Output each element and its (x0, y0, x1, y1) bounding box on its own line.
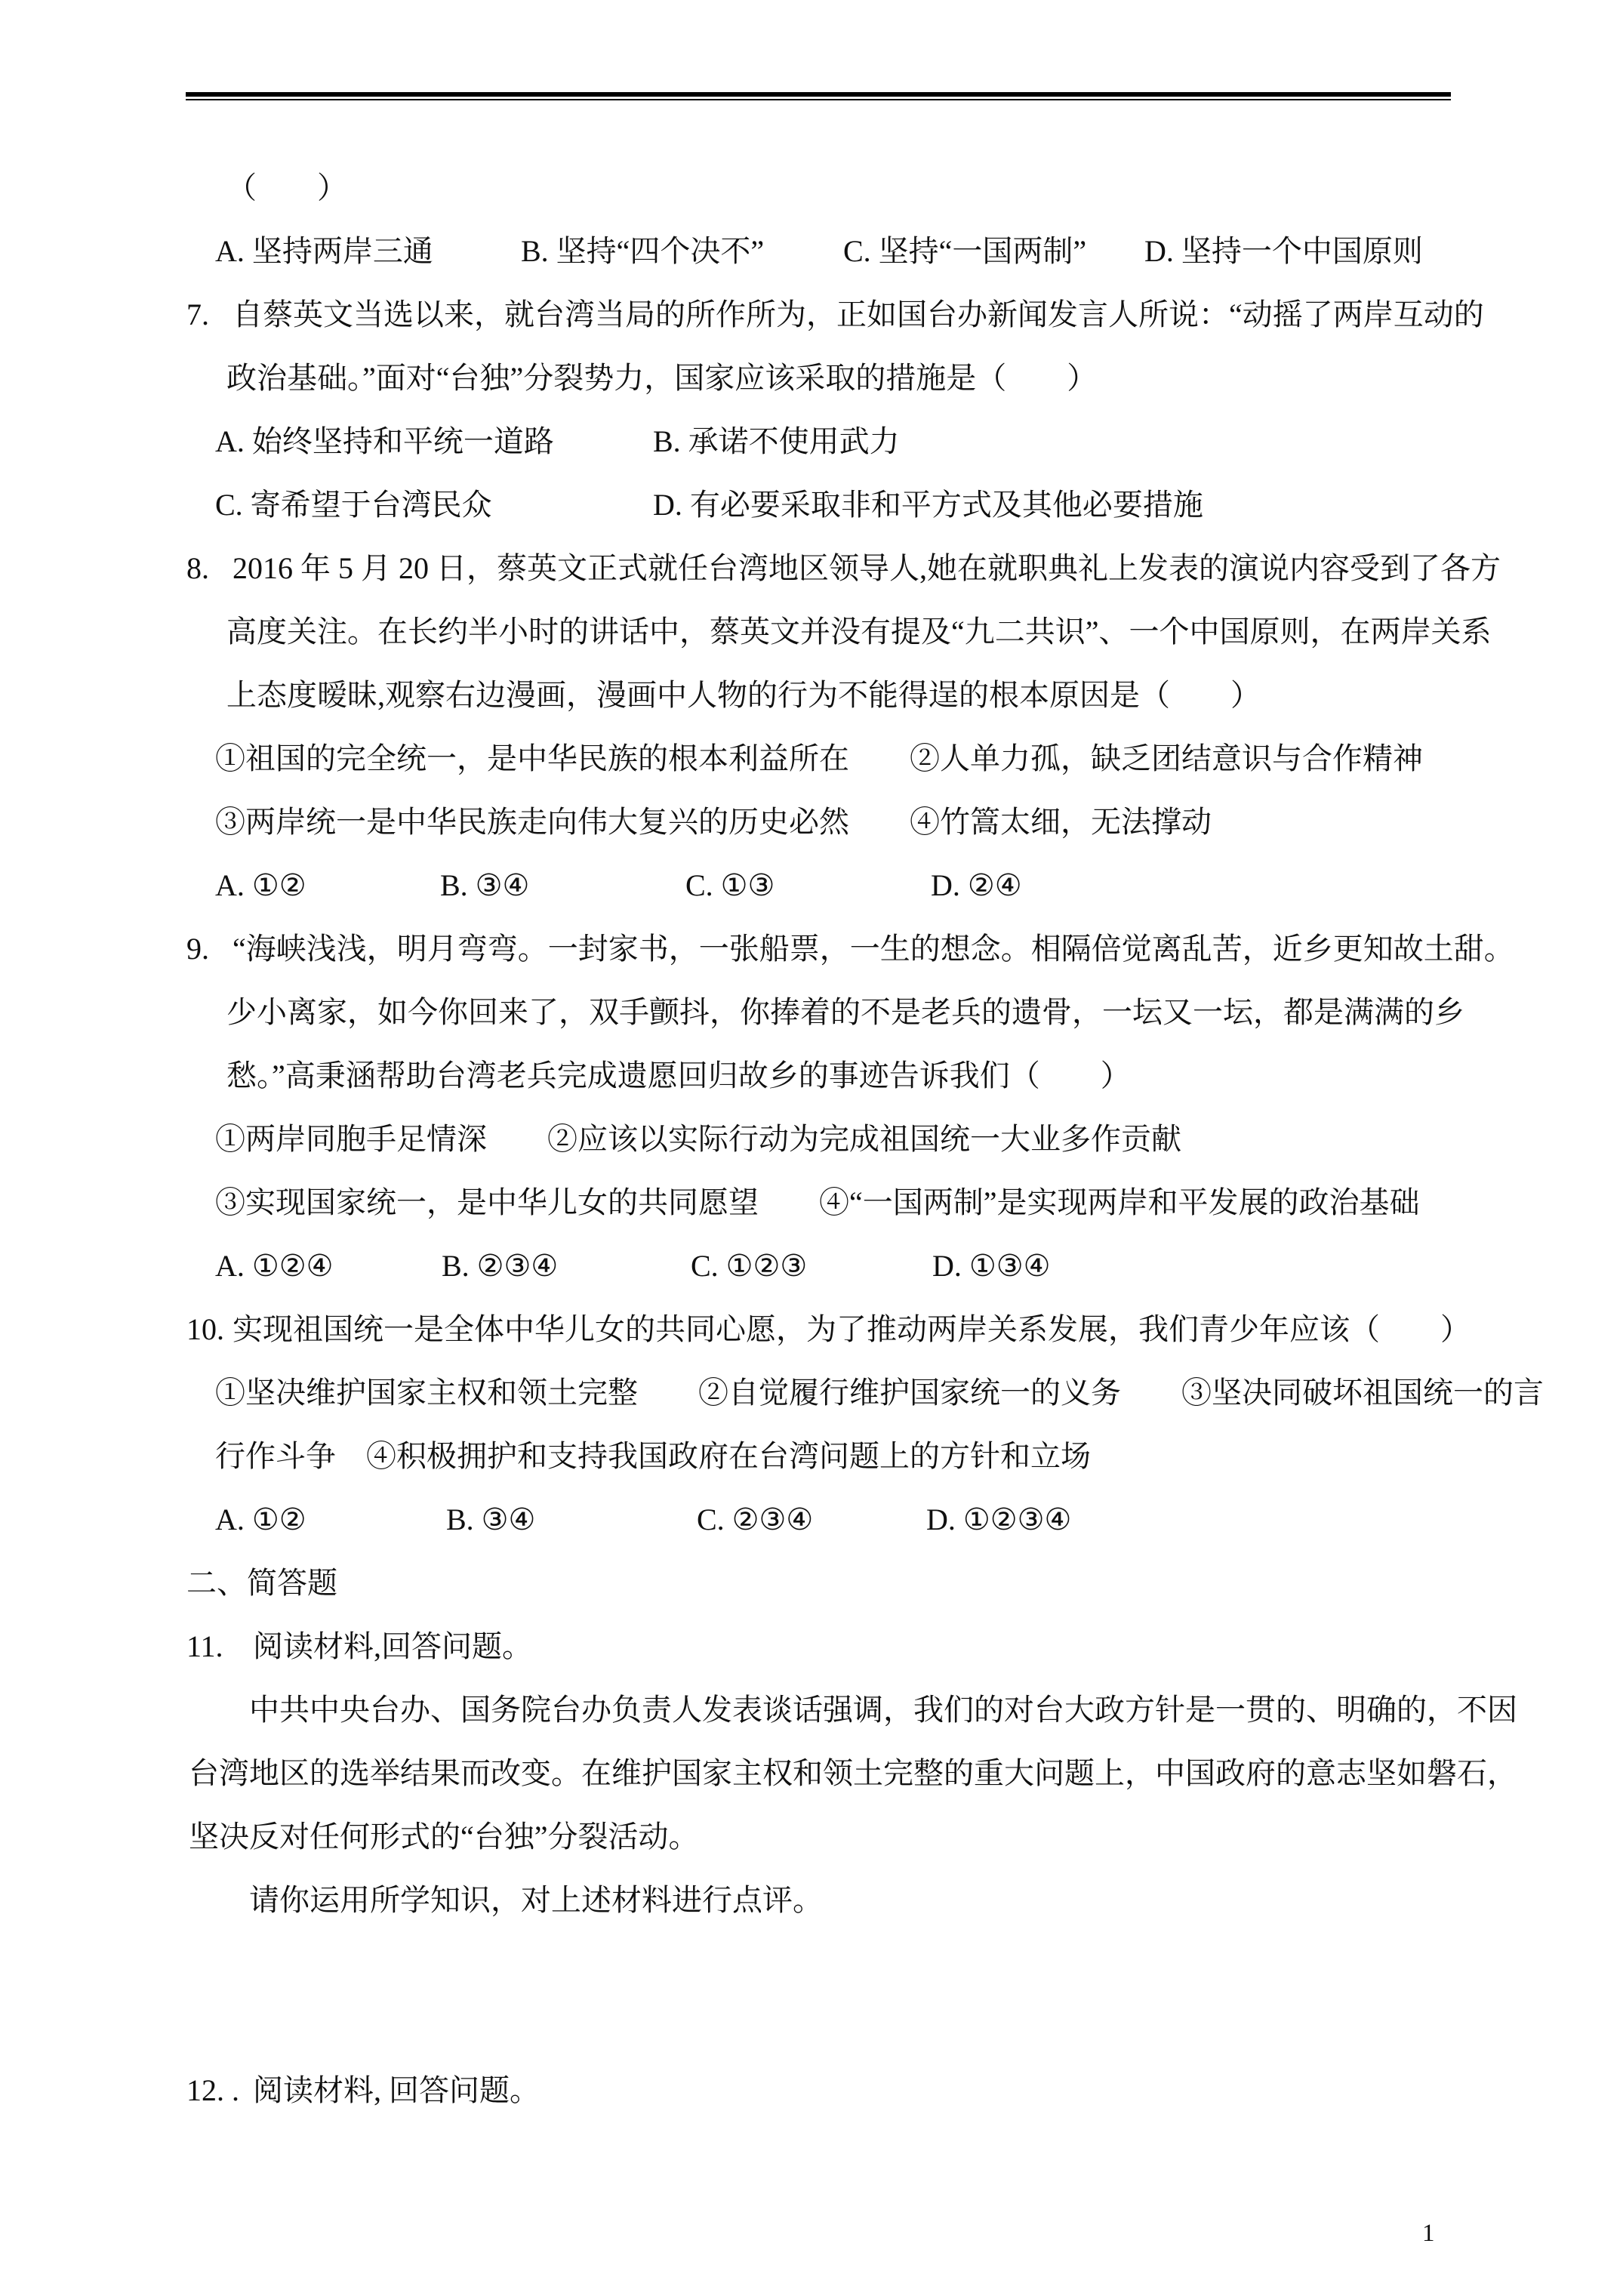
q11-number: 11. (186, 1629, 223, 1663)
q8-answer-options (215, 854, 1623, 917)
q7-options-cd (215, 473, 1623, 537)
q10-stem-line1 (186, 1298, 1623, 1361)
q10-stem-text: 实现祖国统一是全体中华儿女的共同心愿，为了推动两岸关系发展，我们青少年应该（ ） (233, 1312, 1471, 1346)
header-rule (186, 92, 1451, 100)
q6-option-b: B. 坚持“四个决不” (521, 234, 765, 268)
q8-stem-text: 2016 年 5 月 20 日，蔡英文正式就任台湾地区领导人,她在就职典礼上发表的演说内容受到了各方 (233, 551, 1501, 585)
q11-material-line1: 中共中央台办、国务院台办负责人发表谈话强调，我们的对台大政方针是一贯的、明确的，不因 (249, 1693, 1517, 1727)
q8-answer-c: C. ①③ (685, 868, 775, 902)
q10-subitems-cont: 行作斗争 ④积极拥护和支持我国政府在台湾问题上的方针和立场 (215, 1439, 1091, 1473)
q6-option-a: A. 坚持两岸三通 (215, 234, 433, 268)
q9-answer-d: D. ①③④ (932, 1249, 1051, 1283)
blank-line (0, 1996, 1623, 2059)
q9-answer-b: B. ②③④ (442, 1249, 559, 1283)
q8-answer-d: D. ②④ (931, 868, 1022, 902)
q9-subitems-1-2: ①两岸同胞手足情深 ②应该以实际行动为完成祖国统一大业多作贡献 (215, 1122, 1181, 1156)
exam-body (0, 156, 1623, 2122)
blank-line (0, 1932, 1623, 1996)
q8-stem-line3: 上态度暧昧,观察右边漫画，漫画中人物的行为不能得逞的根本原因是（ ） (226, 678, 1261, 712)
page-number: 1 (1422, 2220, 1435, 2247)
q7-option-d: D. 有必要采取非和平方式及其他必要措施 (653, 488, 1203, 522)
q6-options (215, 220, 1623, 283)
q8-stem-line1 (186, 537, 1623, 600)
q8-answer-a: A. ①② (215, 868, 306, 902)
q9-subitems-3-4: ③实现国家统一，是中华儿女的共同愿望 ④“一国两制”是实现两岸和平发展的政治基础 (215, 1185, 1420, 1219)
section-2-title: 二、简答题 (186, 1566, 337, 1600)
q10-answer-b: B. ③④ (446, 1502, 536, 1536)
q10-answer-a: A. ①② (215, 1502, 306, 1536)
q7-number: 7. (186, 297, 209, 331)
q6-option-d: D. 坚持一个中国原则 (1144, 234, 1423, 268)
q8-subitems-1-2: ①祖国的完全统一，是中华民族的根本利益所在 ②人单力孤，缺乏团结意识与合作精神 (215, 741, 1423, 775)
q7-stem-text: 自蔡英文当选以来，就台湾当局的所作所为，正如国台办新闻发言人所说：“动摇了两岸互动的 (233, 297, 1484, 331)
q9-stem-line3: 愁。”高秉涵帮助台湾老兵完成遗愿回归故乡的事迹告诉我们（ ） (226, 1059, 1131, 1093)
q7-stem-line1 (186, 283, 1623, 347)
q12-intro-text: 阅读材料, 回答问题。 (253, 2073, 540, 2107)
q8-stem-line2: 高度关注。在长约半小时的讲话中，蔡英文并没有提及“九二共识”、一个中国原则，在两岸关系 (226, 615, 1492, 649)
q9-stem-text: “海峡浅浅，明月弯弯。一封家书，一张船票，一生的想念。相隔倍觉离乱苦，近乡更知故土甜。 (233, 932, 1514, 966)
q11-intro-line (186, 1615, 1623, 1678)
q9-number: 9. (186, 932, 209, 966)
q9-answer-a: A. ①②④ (215, 1249, 334, 1283)
q10-answer-c: C. ②③④ (697, 1502, 814, 1536)
q11-material-line2: 台湾地区的选举结果而改变。在维护国家主权和领土完整的重大问题上，中国政府的意志坚如磐石， (189, 1756, 1517, 1790)
q6-option-c: C. 坚持“一国两制” (843, 234, 1087, 268)
q8-subitems-3-4: ③两岸统一是中华民族走向伟大复兴的历史必然 ④竹篙太细，无法撑动 (215, 805, 1212, 839)
q10-answer-d: D. ①②③④ (926, 1502, 1072, 1536)
q6-answer-blank: （ ） (226, 171, 347, 205)
q9-answer-c: C. ①②③ (691, 1249, 808, 1283)
q10-subitems-1-3: ①坚决维护国家主权和领土完整 ②自觉履行维护国家统一的义务 ③坚决同破坏祖国统一的言 (215, 1376, 1544, 1410)
q9-stem-line2: 少小离家，如今你回来了，双手颤抖，你捧着的不是老兵的遗骨，一坛又一坛，都是满满的乡 (226, 995, 1464, 1029)
q7-stem-line2: 政治基础。”面对“台独”分裂势力，国家应该采取的措施是（ ） (226, 361, 1098, 395)
q7-option-a: A. 始终坚持和平统一道路 (215, 424, 554, 458)
q7-option-b: B. 承诺不使用武力 (653, 424, 900, 458)
q12-intro-line (186, 2059, 1623, 2122)
q7-option-c: C. 寄希望于台湾民众 (215, 488, 492, 522)
q7-options-ab (215, 410, 1623, 473)
q11-intro-text: 阅读材料,回答问题。 (253, 1629, 532, 1663)
q10-answer-options (215, 1488, 1623, 1552)
q9-answer-options (215, 1234, 1623, 1298)
q9-stem-line1 (186, 917, 1623, 981)
q11-material-line3: 坚决反对任何形式的“台独”分裂活动。 (189, 1820, 699, 1854)
q11-task-prompt: 请你运用所学知识，对上述材料进行点评。 (249, 1883, 823, 1917)
q12-number: 12. . (186, 2073, 239, 2107)
q8-answer-b: B. ③④ (440, 868, 530, 902)
q8-number: 8. (186, 551, 209, 585)
q10-number: 10. (186, 1312, 224, 1346)
